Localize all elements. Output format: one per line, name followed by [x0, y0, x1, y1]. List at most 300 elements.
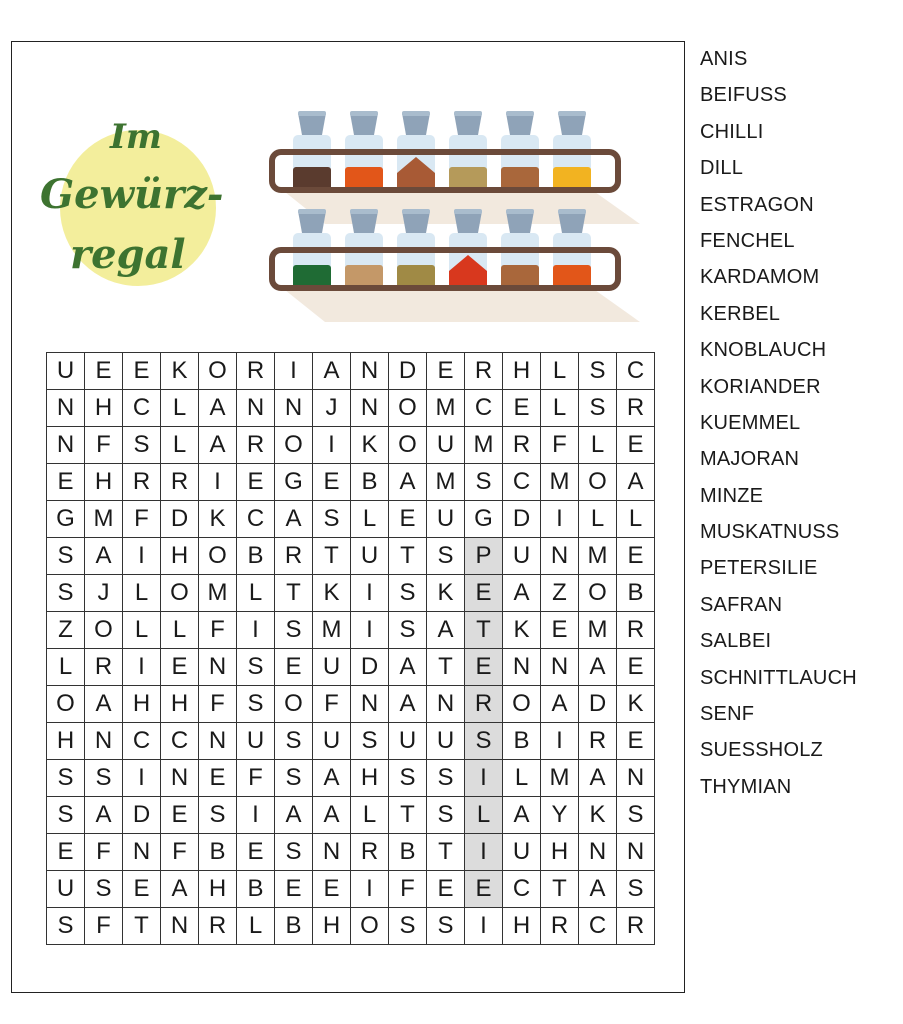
grid-cell[interactable]: E — [47, 834, 85, 871]
grid-cell[interactable]: A — [579, 649, 617, 686]
grid-cell[interactable]: R — [161, 464, 199, 501]
grid-cell[interactable]: M — [465, 427, 503, 464]
grid-cell[interactable]: N — [541, 649, 579, 686]
grid-cell[interactable]: I — [351, 871, 389, 908]
grid-cell[interactable]: T — [465, 612, 503, 649]
grid-cell[interactable]: A — [313, 760, 351, 797]
jar-lid — [350, 211, 378, 233]
jar-lid-rim — [350, 209, 378, 214]
grid-cell[interactable]: I — [465, 760, 503, 797]
grid-cell[interactable]: M — [199, 575, 237, 612]
grid-cell[interactable]: U — [389, 723, 427, 760]
grid-cell[interactable]: I — [465, 908, 503, 945]
grid-cell[interactable]: E — [85, 353, 123, 390]
grid-cell[interactable]: E — [503, 390, 541, 427]
grid-cell[interactable]: B — [237, 871, 275, 908]
grid-cell[interactable]: I — [465, 834, 503, 871]
grid-cell[interactable]: H — [541, 834, 579, 871]
grid-cell[interactable]: S — [389, 612, 427, 649]
word-list-item: SENF — [700, 703, 755, 726]
jar-lid-rim — [402, 111, 430, 116]
word-list-item: ANIS — [700, 48, 748, 70]
grid-cell[interactable]: N — [617, 834, 655, 871]
grid-cell[interactable]: U — [47, 353, 85, 390]
word-list-item: KUEMMEL — [700, 411, 801, 434]
grid-cell[interactable]: N — [427, 686, 465, 723]
grid-cell[interactable]: M — [579, 612, 617, 649]
spice-rack-illustration — [255, 105, 645, 330]
grid-cell[interactable]: O — [503, 686, 541, 723]
grid-cell[interactable]: T — [389, 797, 427, 834]
grid-cell[interactable]: C — [617, 353, 655, 390]
grid-cell[interactable]: K — [617, 686, 655, 723]
grid-cell[interactable]: H — [351, 760, 389, 797]
grid-cell[interactable]: L — [541, 353, 579, 390]
grid-cell[interactable]: F — [237, 760, 275, 797]
grid-cell[interactable]: M — [313, 612, 351, 649]
grid-cell[interactable]: S — [427, 797, 465, 834]
grid-cell[interactable]: I — [123, 760, 161, 797]
grid-cell[interactable]: C — [465, 390, 503, 427]
jar-lid-rim — [506, 111, 534, 116]
grid-cell[interactable]: H — [85, 464, 123, 501]
grid-cell[interactable]: H — [161, 686, 199, 723]
grid-cell[interactable]: A — [541, 686, 579, 723]
grid-cell[interactable]: H — [503, 908, 541, 945]
grid-cell[interactable]: E — [465, 649, 503, 686]
grid-cell[interactable]: A — [313, 797, 351, 834]
grid-cell[interactable]: U — [427, 427, 465, 464]
grid-cell[interactable]: L — [123, 612, 161, 649]
grid-cell[interactable]: U — [351, 538, 389, 575]
grid-cell[interactable]: L — [161, 390, 199, 427]
grid-cell[interactable]: E — [237, 464, 275, 501]
grid-cell[interactable]: B — [389, 834, 427, 871]
grid-cell[interactable]: H — [123, 686, 161, 723]
grid-cell[interactable]: S — [47, 760, 85, 797]
grid-cell[interactable]: U — [427, 723, 465, 760]
grid-cell[interactable]: B — [503, 723, 541, 760]
grid-cell[interactable]: A — [199, 390, 237, 427]
grid-cell[interactable]: C — [161, 723, 199, 760]
grid-cell[interactable]: F — [85, 427, 123, 464]
grid-cell[interactable]: N — [47, 427, 85, 464]
grid-cell[interactable]: E — [123, 871, 161, 908]
grid-cell[interactable]: O — [85, 612, 123, 649]
grid-cell[interactable]: R — [465, 686, 503, 723]
grid-cell[interactable]: L — [617, 501, 655, 538]
grid-cell[interactable]: I — [351, 612, 389, 649]
grid-cell[interactable]: O — [389, 427, 427, 464]
grid-cell[interactable]: N — [351, 353, 389, 390]
grid-cell[interactable]: S — [389, 908, 427, 945]
grid-cell[interactable]: N — [541, 538, 579, 575]
grid-cell[interactable]: E — [617, 538, 655, 575]
word-list — [700, 45, 857, 809]
grid-cell[interactable]: N — [275, 390, 313, 427]
grid-cell[interactable]: S — [237, 686, 275, 723]
grid-cell[interactable]: A — [579, 871, 617, 908]
grid-cell[interactable]: T — [123, 908, 161, 945]
jar-lid-rim — [298, 209, 326, 214]
grid-cell[interactable]: N — [161, 908, 199, 945]
grid-cell[interactable]: H — [503, 353, 541, 390]
word-list-item: KARDAMOM — [700, 266, 820, 289]
grid-cell[interactable]: A — [503, 797, 541, 834]
grid-cell[interactable]: H — [313, 908, 351, 945]
grid-cell[interactable]: M — [541, 464, 579, 501]
grid-cell[interactable]: S — [275, 760, 313, 797]
grid-cell[interactable]: B — [617, 575, 655, 612]
grid-cell[interactable]: S — [237, 649, 275, 686]
grid-cell[interactable]: S — [85, 760, 123, 797]
grid-cell[interactable]: G — [465, 501, 503, 538]
grid-cell[interactable]: I — [313, 427, 351, 464]
grid-cell[interactable]: R — [617, 908, 655, 945]
grid-cell[interactable]: N — [503, 649, 541, 686]
grid-cell[interactable]: A — [389, 649, 427, 686]
grid-cell[interactable]: N — [199, 649, 237, 686]
grid-cell[interactable]: I — [275, 353, 313, 390]
word-list-item: THYMIAN — [700, 775, 792, 798]
grid-cell[interactable]: T — [389, 538, 427, 575]
grid-cell[interactable]: E — [161, 797, 199, 834]
grid-cell[interactable]: M — [541, 760, 579, 797]
grid-cell[interactable]: L — [579, 501, 617, 538]
grid-cell[interactable]: E — [313, 464, 351, 501]
grid-cell[interactable]: E — [617, 427, 655, 464]
grid-cell[interactable]: O — [579, 464, 617, 501]
grid-cell[interactable]: T — [275, 575, 313, 612]
grid-cell[interactable]: U — [503, 538, 541, 575]
grid-cell[interactable]: U — [47, 871, 85, 908]
grid-cell[interactable]: I — [123, 538, 161, 575]
grid-cell[interactable]: S — [617, 797, 655, 834]
grid-cell[interactable]: C — [503, 464, 541, 501]
grid-cell[interactable]: L — [351, 501, 389, 538]
grid-cell[interactable]: R — [85, 649, 123, 686]
grid-cell[interactable]: H — [199, 871, 237, 908]
grid-cell[interactable]: S — [275, 834, 313, 871]
jar-lid — [402, 211, 430, 233]
grid-cell[interactable]: L — [237, 575, 275, 612]
grid-cell[interactable]: O — [579, 575, 617, 612]
grid-cell[interactable]: R — [503, 427, 541, 464]
grid-cell[interactable]: A — [85, 686, 123, 723]
grid-cell[interactable]: A — [579, 760, 617, 797]
grid-cell[interactable]: U — [237, 723, 275, 760]
grid-cell[interactable]: M — [427, 390, 465, 427]
grid-cell[interactable]: E — [541, 612, 579, 649]
grid-cell[interactable]: E — [161, 649, 199, 686]
grid-cell[interactable]: I — [123, 649, 161, 686]
jar-lid — [350, 113, 378, 135]
grid-cell[interactable]: S — [389, 760, 427, 797]
grid-cell[interactable]: E — [199, 760, 237, 797]
grid-cell[interactable]: F — [199, 612, 237, 649]
letter-grid[interactable] — [46, 352, 655, 945]
grid-cell[interactable]: R — [123, 464, 161, 501]
word-list-item: MINZE — [700, 484, 764, 507]
grid-cell[interactable]: O — [351, 908, 389, 945]
grid-cell[interactable]: E — [237, 834, 275, 871]
grid-cell[interactable]: R — [579, 723, 617, 760]
grid-cell[interactable]: U — [313, 723, 351, 760]
grid-cell[interactable]: R — [617, 390, 655, 427]
grid-cell[interactable]: D — [503, 501, 541, 538]
word-list-item: FENCHEL — [700, 229, 795, 252]
jar-lid-rim — [350, 111, 378, 116]
title-line-1: Im — [110, 117, 162, 157]
jar-lid — [454, 211, 482, 233]
grid-cell[interactable]: E — [275, 649, 313, 686]
grid-cell[interactable]: N — [351, 686, 389, 723]
grid-cell[interactable]: G — [47, 501, 85, 538]
grid-cell[interactable]: T — [541, 871, 579, 908]
grid-cell[interactable]: D — [389, 353, 427, 390]
grid-cell[interactable]: M — [85, 501, 123, 538]
title-line-3: regal — [70, 231, 186, 278]
grid-cell[interactable]: S — [427, 908, 465, 945]
grid-cell[interactable]: R — [237, 427, 275, 464]
grid-cell[interactable]: M — [579, 538, 617, 575]
grid-cell[interactable]: C — [579, 908, 617, 945]
grid-cell[interactable]: E — [123, 353, 161, 390]
grid-cell[interactable]: E — [427, 353, 465, 390]
grid-cell[interactable]: S — [465, 723, 503, 760]
grid-cell[interactable]: A — [199, 427, 237, 464]
jar-lid — [558, 113, 586, 135]
grid-cell[interactable]: O — [275, 686, 313, 723]
grid-cell[interactable]: T — [313, 538, 351, 575]
grid-cell[interactable]: O — [389, 390, 427, 427]
grid-cell[interactable]: N — [85, 723, 123, 760]
grid-cell[interactable]: A — [427, 612, 465, 649]
word-list-item: SALBEI — [700, 630, 772, 653]
grid-cell[interactable]: F — [161, 834, 199, 871]
grid-cell[interactable]: S — [85, 871, 123, 908]
word-list-item: SUESSHOLZ — [700, 739, 823, 762]
grid-cell[interactable]: L — [503, 760, 541, 797]
grid-cell[interactable]: K — [503, 612, 541, 649]
grid-cell[interactable]: F — [85, 834, 123, 871]
word-list-item: PETERSILIE — [700, 557, 818, 580]
grid-cell[interactable]: F — [85, 908, 123, 945]
grid-cell[interactable]: C — [503, 871, 541, 908]
grid-cell[interactable]: S — [351, 723, 389, 760]
grid-cell[interactable]: K — [161, 353, 199, 390]
grid-cell[interactable]: F — [541, 427, 579, 464]
grid-cell[interactable]: F — [199, 686, 237, 723]
grid-cell[interactable]: H — [161, 538, 199, 575]
grid-cell[interactable]: A — [617, 464, 655, 501]
grid-cell[interactable]: B — [275, 908, 313, 945]
grid-cell[interactable]: E — [465, 871, 503, 908]
grid-cell[interactable]: N — [161, 760, 199, 797]
word-list-item: KNOBLAUCH — [700, 339, 827, 362]
grid-cell[interactable]: P — [465, 538, 503, 575]
grid-cell[interactable]: S — [617, 871, 655, 908]
grid-cell[interactable]: A — [389, 686, 427, 723]
grid-cell[interactable]: K — [579, 797, 617, 834]
grid-cell[interactable]: L — [237, 908, 275, 945]
grid-cell[interactable]: S — [275, 612, 313, 649]
grid-cell[interactable]: O — [275, 427, 313, 464]
grid-cell[interactable]: C — [123, 723, 161, 760]
grid-cell[interactable]: R — [199, 908, 237, 945]
grid-cell[interactable]: I — [541, 723, 579, 760]
grid-cell[interactable]: S — [123, 427, 161, 464]
jar-lid-rim — [298, 111, 326, 116]
grid-cell[interactable]: I — [351, 575, 389, 612]
grid-cell[interactable]: J — [85, 575, 123, 612]
grid-cell[interactable]: E — [47, 464, 85, 501]
grid-cell[interactable]: Y — [541, 797, 579, 834]
grid-cell[interactable]: C — [237, 501, 275, 538]
grid-cell[interactable]: N — [313, 834, 351, 871]
grid-cell[interactable]: N — [579, 834, 617, 871]
grid-cell[interactable]: O — [47, 686, 85, 723]
grid-cell[interactable]: L — [541, 390, 579, 427]
grid-cell[interactable]: A — [161, 871, 199, 908]
grid-cell[interactable]: N — [199, 723, 237, 760]
grid-cell[interactable]: L — [123, 575, 161, 612]
grid-cell[interactable]: N — [123, 834, 161, 871]
grid-cell[interactable]: O — [161, 575, 199, 612]
grid-cell[interactable]: L — [47, 649, 85, 686]
word-list-item: MAJORAN — [700, 448, 800, 471]
word-list-item: MUSKATNUSS — [700, 521, 840, 544]
grid-cell[interactable]: S — [427, 760, 465, 797]
grid-cell[interactable]: R — [541, 908, 579, 945]
grid-cell[interactable]: O — [199, 538, 237, 575]
grid-cell[interactable]: B — [199, 834, 237, 871]
grid-cell[interactable]: J — [313, 390, 351, 427]
word-list-item: ESTRAGON — [700, 193, 814, 216]
grid-cell[interactable]: O — [199, 353, 237, 390]
grid-cell[interactable]: L — [579, 427, 617, 464]
grid-cell[interactable]: S — [579, 390, 617, 427]
jar-lid — [454, 113, 482, 135]
grid-cell[interactable]: L — [161, 427, 199, 464]
grid-cell[interactable]: B — [351, 464, 389, 501]
grid-cell[interactable]: S — [313, 501, 351, 538]
shelf-shadow — [285, 290, 640, 322]
grid-cell[interactable]: R — [351, 834, 389, 871]
word-list-item: DILL — [700, 157, 744, 180]
jar-lid-rim — [454, 111, 482, 116]
jar-lid-rim — [558, 209, 586, 214]
grid-cell[interactable]: E — [389, 501, 427, 538]
grid-cell[interactable]: A — [275, 501, 313, 538]
grid-cell[interactable]: T — [427, 649, 465, 686]
grid-cell[interactable]: E — [617, 723, 655, 760]
grid-cell[interactable]: A — [503, 575, 541, 612]
grid-cell[interactable]: M — [427, 464, 465, 501]
grid-cell[interactable]: S — [275, 723, 313, 760]
grid-cell[interactable]: F — [313, 686, 351, 723]
grid-cell[interactable]: Z — [47, 612, 85, 649]
grid-cell[interactable]: D — [161, 501, 199, 538]
grid-cell[interactable]: H — [85, 390, 123, 427]
grid-cell[interactable]: S — [199, 797, 237, 834]
jar-lid-rim — [454, 209, 482, 214]
grid-cell[interactable]: K — [427, 575, 465, 612]
grid-cell[interactable]: S — [389, 575, 427, 612]
word-list-item: KERBEL — [700, 302, 781, 325]
grid-cell[interactable]: D — [579, 686, 617, 723]
grid-cell[interactable]: A — [85, 538, 123, 575]
grid-cell[interactable]: I — [541, 501, 579, 538]
grid-cell[interactable]: E — [313, 871, 351, 908]
grid-cell[interactable]: K — [199, 501, 237, 538]
grid-cell[interactable]: D — [123, 797, 161, 834]
grid-cell[interactable]: D — [351, 649, 389, 686]
word-list-item: CHILLI — [700, 120, 764, 143]
grid-cell[interactable]: N — [351, 390, 389, 427]
grid-cell[interactable]: Z — [541, 575, 579, 612]
grid-cell[interactable]: F — [389, 871, 427, 908]
grid-cell[interactable]: L — [465, 797, 503, 834]
grid-cell[interactable]: N — [617, 760, 655, 797]
jar-lid — [506, 113, 534, 135]
grid-cell[interactable]: R — [617, 612, 655, 649]
grid-cell[interactable]: E — [465, 575, 503, 612]
grid-cell[interactable]: A — [313, 353, 351, 390]
grid-cell[interactable]: R — [465, 353, 503, 390]
grid-cell[interactable]: I — [237, 612, 275, 649]
grid-cell[interactable]: U — [427, 501, 465, 538]
grid-cell[interactable]: U — [313, 649, 351, 686]
grid-cell[interactable]: A — [275, 797, 313, 834]
grid-cell[interactable]: A — [389, 464, 427, 501]
grid-cell[interactable]: R — [275, 538, 313, 575]
grid-cell[interactable]: L — [351, 797, 389, 834]
grid-cell[interactable]: E — [275, 871, 313, 908]
word-list-item: SAFRAN — [700, 593, 783, 616]
grid-cell[interactable]: G — [275, 464, 313, 501]
grid-cell[interactable]: K — [351, 427, 389, 464]
grid-cell[interactable]: N — [237, 390, 275, 427]
grid-cell[interactable]: S — [47, 538, 85, 575]
grid-cell[interactable]: E — [617, 649, 655, 686]
grid-cell[interactable]: S — [47, 575, 85, 612]
grid-cell[interactable]: B — [237, 538, 275, 575]
grid-cell[interactable]: R — [237, 353, 275, 390]
grid-cell[interactable]: S — [47, 908, 85, 945]
grid-cell[interactable]: A — [85, 797, 123, 834]
grid-cell[interactable]: I — [199, 464, 237, 501]
grid-cell[interactable]: T — [427, 834, 465, 871]
grid-cell[interactable]: S — [47, 797, 85, 834]
grid-cell[interactable]: K — [313, 575, 351, 612]
grid-cell[interactable]: N — [47, 390, 85, 427]
word-list-item: KORIANDER — [700, 375, 821, 398]
grid-cell[interactable]: S — [427, 538, 465, 575]
grid-cell[interactable]: L — [161, 612, 199, 649]
grid-cell[interactable]: S — [579, 353, 617, 390]
title-line-2: Gewürz- — [40, 171, 224, 218]
grid-cell[interactable]: F — [123, 501, 161, 538]
grid-cell[interactable]: I — [237, 797, 275, 834]
grid-cell[interactable]: E — [427, 871, 465, 908]
grid-cell[interactable]: C — [123, 390, 161, 427]
grid-cell[interactable]: H — [47, 723, 85, 760]
word-list-item: BEIFUSS — [700, 84, 787, 107]
grid-cell[interactable]: S — [465, 464, 503, 501]
jar-lid — [298, 113, 326, 135]
grid-cell[interactable]: U — [503, 834, 541, 871]
